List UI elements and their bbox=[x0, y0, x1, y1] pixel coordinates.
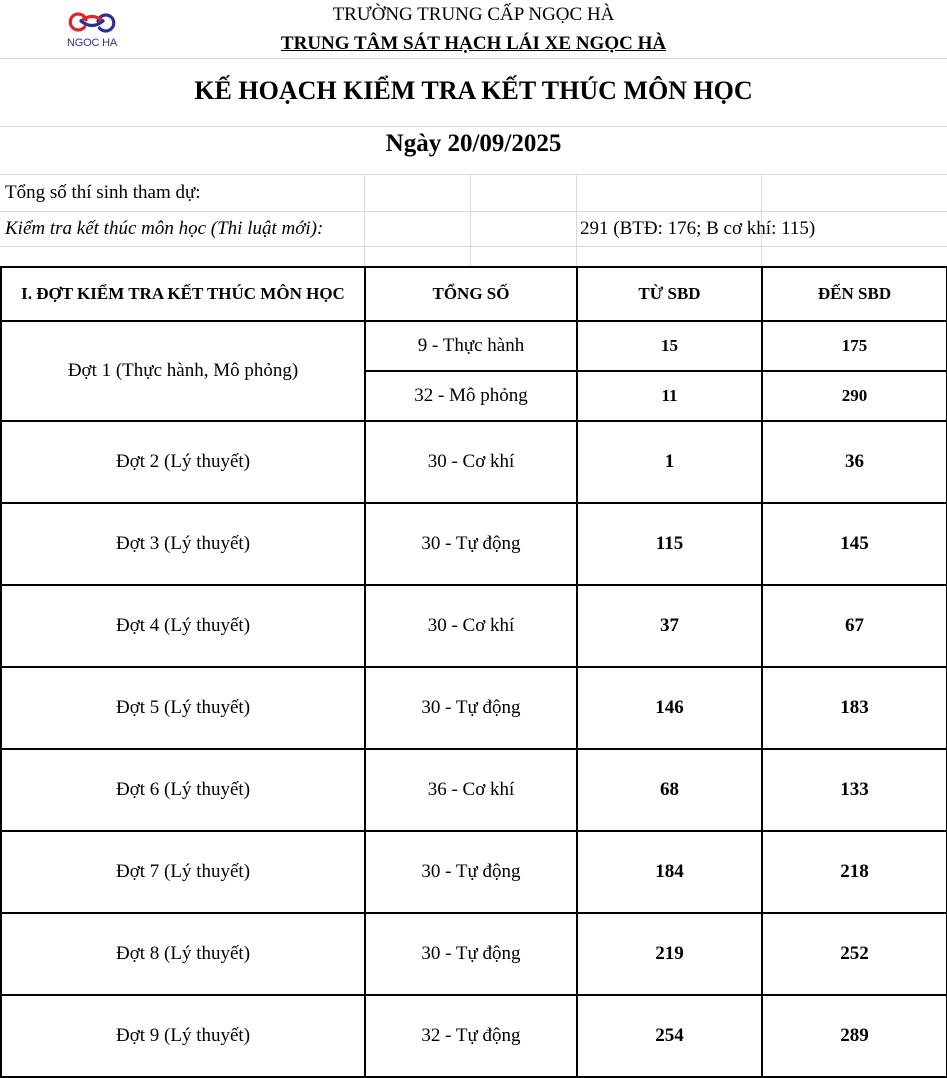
to-sbd-cell: 145 bbox=[762, 503, 947, 585]
schedule-table bbox=[0, 266, 947, 1078]
table-row bbox=[1, 995, 947, 1077]
from-sbd-cell: 1 bbox=[577, 421, 762, 503]
batch-cell: Đợt 9 (Lý thuyết) bbox=[1, 995, 365, 1077]
to-sbd-cell: 36 bbox=[762, 421, 947, 503]
header-batch: I. ĐỢT KIỂM TRA KẾT THÚC MÔN HỌC bbox=[1, 267, 365, 321]
batch-cell: Đợt 1 (Thực hành, Mô phỏng) bbox=[1, 321, 365, 421]
table-row bbox=[1, 585, 947, 667]
to-sbd-cell: 218 bbox=[762, 831, 947, 913]
total-cell: 30 - Cơ khí bbox=[365, 421, 577, 503]
table-row bbox=[1, 749, 947, 831]
from-sbd-cell: 219 bbox=[577, 913, 762, 995]
total-cell: 30 - Cơ khí bbox=[365, 585, 577, 667]
center-name: TRUNG TÂM SÁT HẠCH LÁI XE NGỌC HÀ bbox=[280, 33, 667, 54]
to-sbd-cell: 289 bbox=[762, 995, 947, 1077]
table-row bbox=[1, 503, 947, 585]
from-sbd-cell: 11 bbox=[577, 371, 762, 421]
batch-cell: Đợt 2 (Lý thuyết) bbox=[1, 421, 365, 503]
from-sbd-cell: 115 bbox=[577, 503, 762, 585]
exam-type-value: 291 (BTĐ: 176; B cơ khí: 115) bbox=[580, 218, 816, 239]
total-cell: 32 - Mô phỏng bbox=[365, 371, 577, 421]
total-cell: 30 - Tự động bbox=[365, 667, 577, 749]
header-from-sbd: TỪ SBD bbox=[577, 267, 762, 321]
total-cell: 30 - Tự động bbox=[365, 503, 577, 585]
from-sbd-cell: 146 bbox=[577, 667, 762, 749]
to-sbd-cell: 290 bbox=[762, 371, 947, 421]
header-to-sbd: ĐẾN SBD bbox=[762, 267, 947, 321]
total-cell: 32 - Tự động bbox=[365, 995, 577, 1077]
total-cell: 9 - Thực hành bbox=[365, 321, 577, 371]
batch-cell: Đợt 4 (Lý thuyết) bbox=[1, 585, 365, 667]
table-row bbox=[1, 421, 947, 503]
to-sbd-cell: 183 bbox=[762, 667, 947, 749]
page-title: KẾ HOẠCH KIỂM TRA KẾT THÚC MÔN HỌC bbox=[194, 76, 753, 105]
header-total: TỔNG SỐ bbox=[365, 267, 577, 321]
total-cell: 36 - Cơ khí bbox=[365, 749, 577, 831]
table-header-row bbox=[1, 267, 947, 321]
batch-cell: Đợt 8 (Lý thuyết) bbox=[1, 913, 365, 995]
batch-cell: Đợt 7 (Lý thuyết) bbox=[1, 831, 365, 913]
from-sbd-cell: 68 bbox=[577, 749, 762, 831]
to-sbd-cell: 175 bbox=[762, 321, 947, 371]
from-sbd-cell: 184 bbox=[577, 831, 762, 913]
batch-cell: Đợt 3 (Lý thuyết) bbox=[1, 503, 365, 585]
from-sbd-cell: 37 bbox=[577, 585, 762, 667]
exam-type-label: Kiểm tra kết thúc môn học (Thi luật mới): bbox=[5, 218, 324, 239]
logo-text: NGOC HA bbox=[67, 37, 117, 49]
table-row bbox=[1, 831, 947, 913]
total-cell: 30 - Tự động bbox=[365, 913, 577, 995]
table-row bbox=[1, 667, 947, 749]
table-row bbox=[1, 913, 947, 995]
table-row bbox=[1, 321, 947, 371]
to-sbd-cell: 67 bbox=[762, 585, 947, 667]
to-sbd-cell: 252 bbox=[762, 913, 947, 995]
total-cell: 30 - Tự động bbox=[365, 831, 577, 913]
batch-cell: Đợt 5 (Lý thuyết) bbox=[1, 667, 365, 749]
total-candidates-label: Tổng số thí sinh tham dự: bbox=[5, 182, 201, 203]
exam-date: Ngày 20/09/2025 bbox=[385, 130, 562, 157]
school-name: TRƯỜNG TRUNG CẤP NGỌC HÀ bbox=[332, 4, 615, 25]
batch-cell: Đợt 6 (Lý thuyết) bbox=[1, 749, 365, 831]
from-sbd-cell: 15 bbox=[577, 321, 762, 371]
to-sbd-cell: 133 bbox=[762, 749, 947, 831]
from-sbd-cell: 254 bbox=[577, 995, 762, 1077]
